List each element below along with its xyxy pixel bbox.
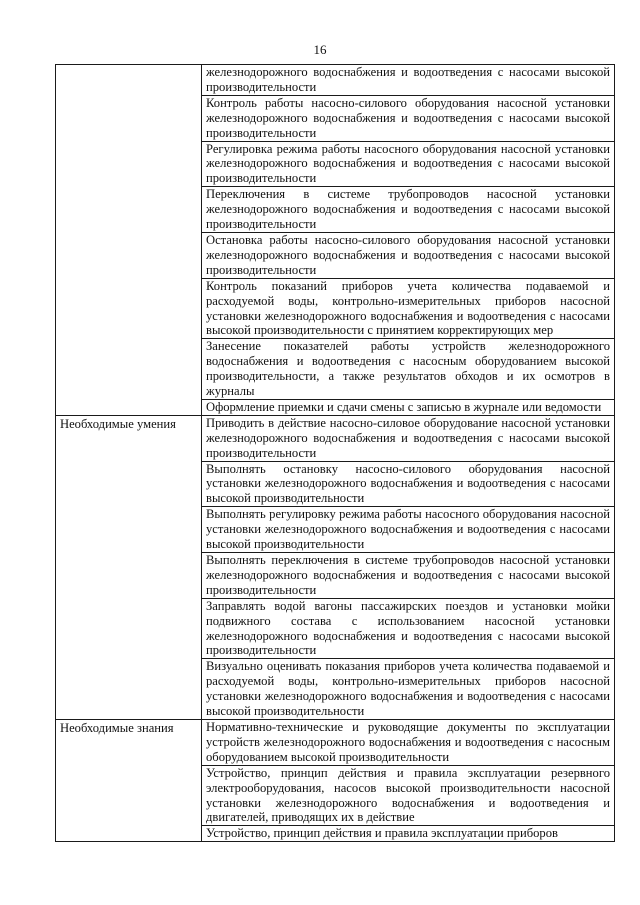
table-cell: Контроль показаний приборов учета количества подаваемой и расходуемой воды, контрольно-измерительных приборов насосной установки железнодорожного водоснабжения и водоотведения с насосами высокой производительности с принятием корректирующих мер [202, 278, 615, 339]
table-cell: Нормативно-технические и руководящие документы по эксплуатации устройств железнодорожного водоснабжения и водоотведения с насосным оборудованием высокой производительности [202, 719, 615, 765]
competency-table [55, 64, 615, 842]
table-cell: Визуально оценивать показания приборов учета количества подаваемой и расходуемой воды, контрольно-измерительных приборов насосной установки железнодорожного водоснабжения и водоотведения с насосами высокой производительности [202, 659, 615, 720]
table-row [56, 719, 615, 765]
section-label [56, 65, 202, 416]
table-cell: Заправлять водой вагоны пассажирских поездов и установки мойки подвижного состава с использованием насосной установки железнодорожного водоснабжения и водоотведения с насосами высокой производительности [202, 598, 615, 659]
table-cell: Выполнять остановку насосно-силового оборудования насосной установки железнодорожного водоснабжения и водоотведения с насосами высокой производительности [202, 461, 615, 507]
table-cell: Остановка работы насосно-силового оборудования насосной установки железнодорожного водоснабжения и водоотведения с насосами высокой производительности [202, 232, 615, 278]
table-cell: Выполнять регулировку режима работы насосного оборудования насосной установки железнодорожного водоснабжения и водоотведения с насосами высокой производительности [202, 507, 615, 553]
table-cell: Переключения в системе трубопроводов насосной установки железнодорожного водоснабжения и водоотведения с насосами высокой производительности [202, 187, 615, 233]
table-cell: железнодорожного водоснабжения и водоотведения с насосами высокой производительности [202, 65, 615, 96]
table-cell: Контроль работы насосно-силового оборудования насосной установки железнодорожного водоснабжения и водоотведения с насосами высокой производительности [202, 95, 615, 141]
table-cell: Устройство, принцип действия и правила эксплуатации резервного электрооборудования, насосов высокой производительности насосной установки железнодорожного водоснабжения и водоотведения и двигателей, приводящих их в действие [202, 765, 615, 826]
page-number: 16 [313, 42, 327, 57]
table-row [56, 65, 615, 96]
table-cell: Регулировка режима работы насосного оборудования насосной установки железнодорожного водоснабжения и водоотведения с насосами высокой производительности [202, 141, 615, 187]
table-cell: Приводить в действие насосно-силовое оборудование насосной установки железнодорожного водоснабжения и водоотведения с насосами высокой производительности [202, 415, 615, 461]
table-cell: Оформление приемки и сдачи смены с записью в журнале или ведомости [202, 399, 615, 415]
table-cell: Устройство, принцип действия и правила эксплуатации приборов [202, 826, 615, 842]
section-label-skills: Необходимые умения [56, 415, 202, 719]
table-row [56, 415, 615, 461]
table-cell: Выполнять переключения в системе трубопроводов насосной установки железнодорожного водоснабжения и водоотведения с насосами высокой производительности [202, 553, 615, 599]
section-label-knowledge: Необходимые знания [56, 719, 202, 841]
table-cell: Занесение показателей работы устройств железнодорожного водоснабжения и водоотведения с насосным оборудованием высокой производительности, а также результатов обходов и их осмотров в журналы [202, 339, 615, 400]
